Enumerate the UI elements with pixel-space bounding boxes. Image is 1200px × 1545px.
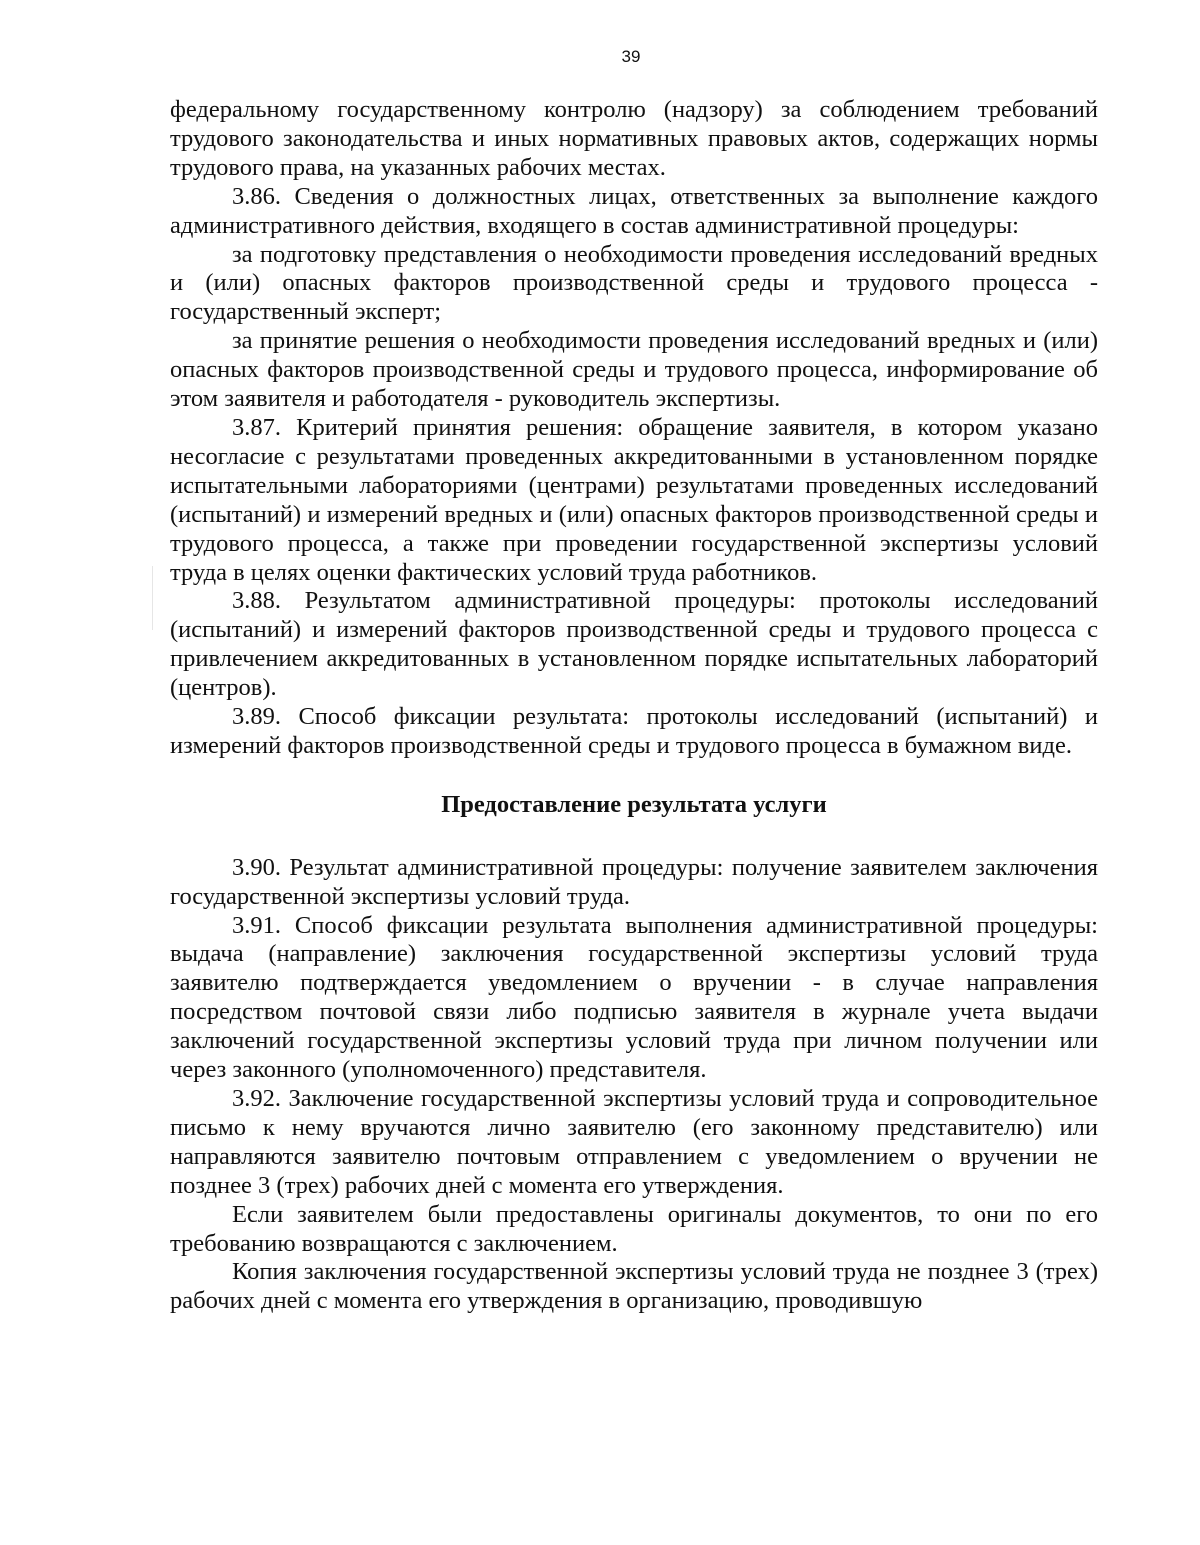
- document-body: [170, 96, 1098, 1316]
- paragraph-3-89: 3.89. Способ фиксации результата: протоколы исследований (испытаний) и измерений факторов производственной среды и трудового процесса в бумажном виде.: [170, 703, 1098, 759]
- paragraph: Копия заключения государственной экспертизы условий труда не позднее 3 (трех) рабочих дней с момента его утверждения в организацию, проводившую: [170, 1258, 1098, 1315]
- paragraph-3-90: 3.90. Результат административной процедуры: получение заявителем заключения государственной экспертизы условий труда.: [170, 853, 1098, 910]
- paragraph-3-91: 3.91. Способ фиксации результата выполнения административной процедуры: выдача (направление) заключения государственной экспертизы условий труда заявителю подтверждается уведомлением о вручении - в случае направления посредством почтовой связи либо подписью заявителя в журнале учета выдачи заключений государственной экспертизы условий труда при личном получении или через законного (уполномоченного) представителя.: [170, 911, 1098, 1084]
- scan-artifact: [152, 566, 153, 630]
- paragraph-3-87: 3.87. Критерий принятия решения: обращение заявителя, в котором указано несогласие с результатами проведенных аккредитованными в установленном порядке испытательными лабораториями (центрами) результатами проведенных исследований (испытаний) и измерений вредных и (или) опасных факторов производственной среды и трудового процесса, а также при проведении государственной экспертизы условий труда в целях оценки фактических условий труда работников.: [170, 413, 1098, 586]
- paragraph: за принятие решения о необходимости проведения исследований вредных и (или) опасных факторов производственной среды и трудового процесса, информирование об этом заявителя и работодателя - руководитель экспертизы.: [170, 327, 1098, 413]
- paragraph-3-86: 3.86. Сведения о должностных лицах, ответственных за выполнение каждого административного действия, входящего в состав административной процедуры:: [170, 182, 1098, 239]
- page-number: 39: [621, 47, 641, 66]
- paragraph-3-92: 3.92. Заключение государственной экспертизы условий труда и сопроводительное письмо к нему вручаются лично заявителю (его законному представителю) или направляются заявителю почтовым отправлением с уведомлением о вручении не позднее 3 (трех) рабочих дней с момента его утверждения.: [170, 1085, 1098, 1199]
- paragraph-3-88: 3.88. Результатом административной процедуры: протоколы исследований (испытаний) и измерений факторов производственной среды и трудового процесса с привлечением аккредитованных в установленном порядке испытательных лабораторий (центров).: [170, 587, 1098, 702]
- section-heading: Предоставление результата услуги: [441, 790, 827, 818]
- paragraph: Если заявителем были предоставлены оригиналы документов, то они по его требованию возвращаются с заключением.: [170, 1200, 1098, 1257]
- paragraph: федеральному государственному контролю (надзору) за соблюдением требований трудового законодательства и иных нормативных правовых актов, содержащих нормы трудового права, на указанных рабочих местах.: [170, 96, 1098, 181]
- paragraph: за подготовку представления о необходимости проведения исследований вредных и (или) опасных факторов производственной среды и трудового процесса - государственный эксперт;: [170, 240, 1098, 326]
